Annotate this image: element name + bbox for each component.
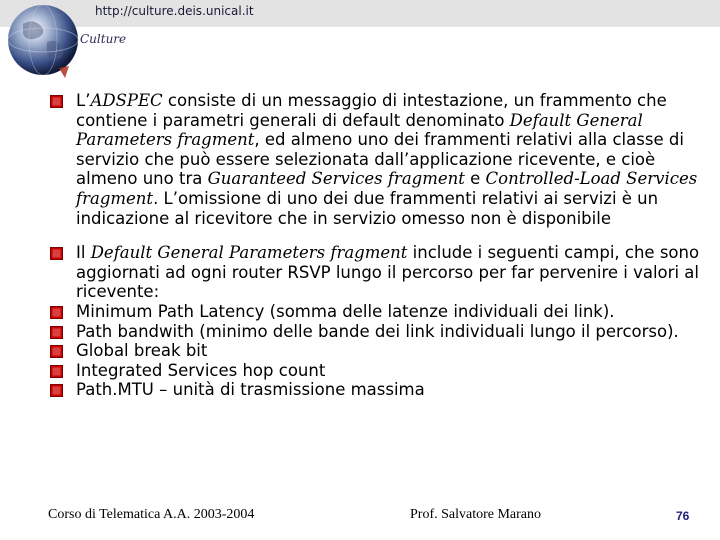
square-bullet-icon xyxy=(50,384,63,397)
bullet-item xyxy=(50,91,710,228)
bullet-text: Controlled-Load Services fragment xyxy=(76,169,698,208)
page-number: 76 xyxy=(676,509,690,523)
square-bullet-icon xyxy=(50,326,63,339)
slide-body xyxy=(50,91,710,400)
square-bullet-icon xyxy=(50,306,63,319)
bullet-text: Minimum Path Latency (somma delle latenze individuali dei link). xyxy=(76,301,615,321)
bullet-text: consiste di un messaggio di intestazione, un frammento che contiene i parametri generali di default denominato xyxy=(76,91,667,130)
bullet-item xyxy=(50,322,710,342)
logo-text: Culture xyxy=(80,32,127,46)
bullet-text: L’ xyxy=(76,91,91,110)
header-url: http://culture.deis.unical.it xyxy=(95,4,254,18)
square-bullet-icon xyxy=(50,345,63,358)
bullet-text: ADSPEC xyxy=(90,91,163,110)
bullet-text: Il xyxy=(76,243,91,263)
bullet-text: Guaranteed Services fragment xyxy=(207,169,465,189)
bullet-text: Path.MTU – unità di trasmissione massima xyxy=(76,380,425,400)
globe-icon xyxy=(3,2,83,78)
footer-author: Prof. Salvatore Marano xyxy=(410,507,542,522)
bullet-text: Global break bit xyxy=(76,341,208,361)
square-bullet-icon xyxy=(50,247,63,260)
bullet-text: , ed almeno uno dei frammenti relativi alla classe di servizio che può essere selezionata dall’applicazione ricevente, e cioè almeno uno tra xyxy=(76,130,684,189)
footer-course: Corso di Telematica A.A. 2003-2004 xyxy=(48,507,255,522)
bullet-item xyxy=(50,380,710,400)
square-bullet-icon xyxy=(50,95,63,108)
bullet-text: Default General Parameters fragment xyxy=(90,243,408,263)
bullet-item xyxy=(50,361,710,381)
bullet-item xyxy=(50,243,710,302)
bullet-text: Integrated Services hop count xyxy=(76,360,326,380)
bullet-item xyxy=(50,302,710,322)
bullet-text: include i seguenti campi, che sono aggiornati ad ogni router RSVP lungo il percorso per far pervenire i valori al ricevente: xyxy=(76,243,700,302)
bullet-text: . L’omissione di uno dei due frammenti relativi ai servizi è un indicazione al ricevitore che in servizio omesso non è disponibile xyxy=(76,188,659,228)
bullet-text: e xyxy=(464,169,486,189)
square-bullet-icon xyxy=(50,365,63,378)
bullet-text: Path bandwith (minimo delle bande dei link individuali lungo il percorso). xyxy=(76,321,679,341)
bullet-item xyxy=(50,341,710,361)
bullet-text: Default General Parameters fragment xyxy=(76,110,643,150)
